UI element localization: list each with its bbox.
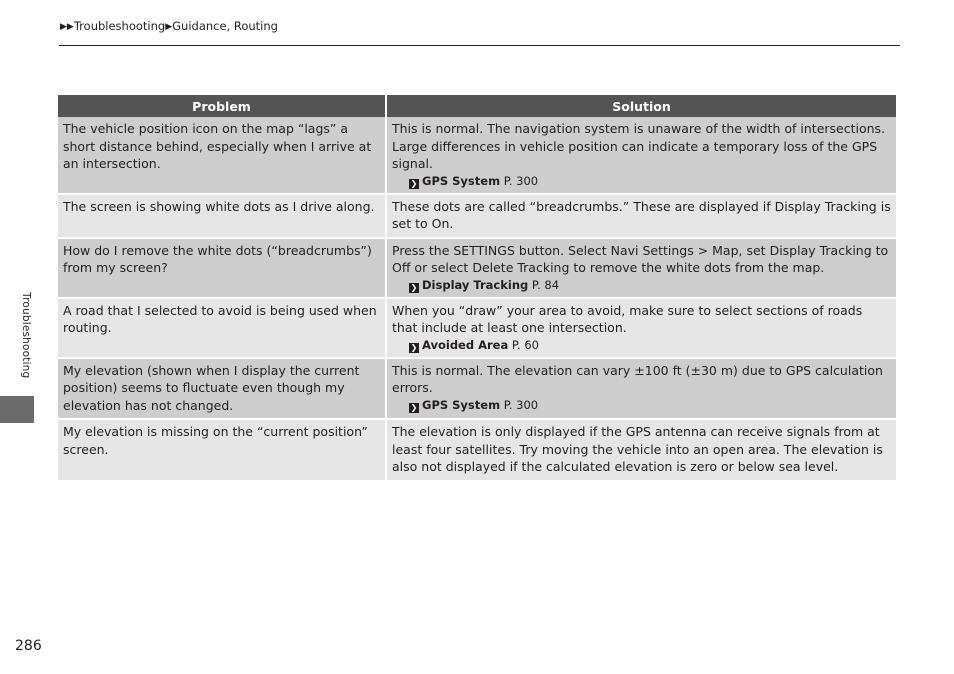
ui-term: Display Tracking — [769, 242, 872, 258]
table-row — [58, 117, 896, 194]
solution-cell: The elevation is only displayed if the GPS antenna can receive signals from at least four satellites. Try moving the vehicle into an open area. The elevation is also not displayed if the calculated elevation is zero or below sea level. — [386, 419, 896, 481]
table-row — [58, 238, 896, 298]
reference-title[interactable]: GPS System — [422, 397, 501, 412]
solution-text: is set to — [392, 198, 891, 231]
solution-cell — [386, 358, 896, 420]
breadcrumb — [60, 19, 278, 33]
table-row — [58, 194, 896, 238]
solution-text: When you “draw” your area to avoid, make sure to select sections of roads that include at least one intersection. — [392, 302, 863, 335]
solution-text: or select — [410, 260, 473, 275]
cross-reference[interactable] — [392, 174, 891, 189]
table-row — [58, 419, 896, 481]
side-tab-label: Troubleshooting — [20, 292, 32, 379]
solution-text: button. Select — [514, 242, 611, 258]
solution-text — [392, 242, 891, 277]
ui-term: SETTINGS — [453, 242, 515, 258]
solution-text: to remove the white dots from the map. — [569, 260, 825, 275]
solution-text: This is normal. The elevation can vary ±100 ft (±30 m) due to GPS calculation errors. — [392, 362, 883, 395]
solution-cell — [386, 194, 896, 238]
breadcrumb-arrow-icon: ▶▶ — [60, 22, 74, 32]
reference-arrow-icon: ❯ — [410, 342, 418, 352]
reference-arrow-icon: ❯ — [410, 178, 418, 188]
ui-term: Delete Tracking — [472, 260, 570, 275]
reference-arrow-icon: ❯ — [410, 282, 418, 292]
problem-cell: The screen is showing white dots as I drive along. — [58, 194, 386, 238]
table-row — [58, 298, 896, 358]
reference-title[interactable]: GPS System — [422, 173, 501, 188]
page-number: 286 — [15, 638, 42, 654]
cross-reference[interactable] — [392, 278, 891, 293]
solution-text: , set — [738, 242, 770, 258]
side-tab-marker — [0, 396, 34, 423]
reference-title[interactable]: Display Tracking — [422, 277, 529, 292]
table-row — [58, 358, 896, 420]
problem-cell: A road that I selected to avoid is being used when routing. — [58, 298, 386, 358]
ui-term: Navi Settings — [610, 242, 694, 258]
ui-term: Off — [392, 260, 411, 275]
problem-cell: My elevation is missing on the “current position” screen. — [58, 419, 386, 481]
reference-page[interactable]: P. 60 — [511, 337, 539, 352]
solution-text: to — [871, 242, 889, 258]
problem-cell: My elevation (shown when I display the current position) seems to fluctuate even though my elevation has not changed. — [58, 358, 386, 420]
solution-cell — [386, 298, 896, 358]
reference-page[interactable]: P. 84 — [531, 277, 560, 292]
cross-reference[interactable] — [392, 338, 891, 353]
column-header-solution: Solution — [386, 95, 896, 117]
table-header-row — [58, 95, 896, 117]
ui-term: Display Tracking — [774, 198, 877, 214]
reference-title[interactable]: Avoided Area — [422, 337, 509, 352]
solution-cell — [386, 238, 896, 298]
problem-cell: How do I remove the white dots (“breadcrumbs”) from my screen? — [58, 238, 386, 298]
column-header-problem: Problem — [58, 95, 386, 117]
problem-cell: The vehicle position icon on the map “lags” a short distance behind, especially when I arrive at an intersection. — [58, 117, 386, 194]
solution-text: > — [693, 242, 713, 258]
ui-term: Map — [712, 242, 739, 258]
solution-text: This is normal. The navigation system is unaware of the width of intersections. Large differences in vehicle position can indicate a temporary loss of the GPS signal. — [392, 121, 886, 171]
reference-page[interactable]: P. 300 — [503, 397, 539, 412]
solution-cell — [386, 117, 896, 194]
solution-text: Press the — [392, 242, 454, 258]
solution-text: These dots are called “breadcrumbs.” These are displayed if — [392, 198, 775, 214]
reference-arrow-icon: ❯ — [410, 402, 418, 412]
troubleshooting-table — [58, 95, 896, 482]
solution-text: . — [449, 216, 454, 231]
breadcrumb-item-guidance-routing: Guidance, Routing — [172, 19, 278, 33]
ui-term: On — [431, 216, 450, 231]
cross-reference[interactable] — [392, 398, 891, 413]
breadcrumb-item-troubleshooting[interactable]: Troubleshooting — [73, 19, 166, 33]
breadcrumb-arrow-icon: ▶ — [165, 22, 173, 32]
reference-page[interactable]: P. 300 — [503, 173, 539, 188]
header-divider — [59, 45, 900, 46]
